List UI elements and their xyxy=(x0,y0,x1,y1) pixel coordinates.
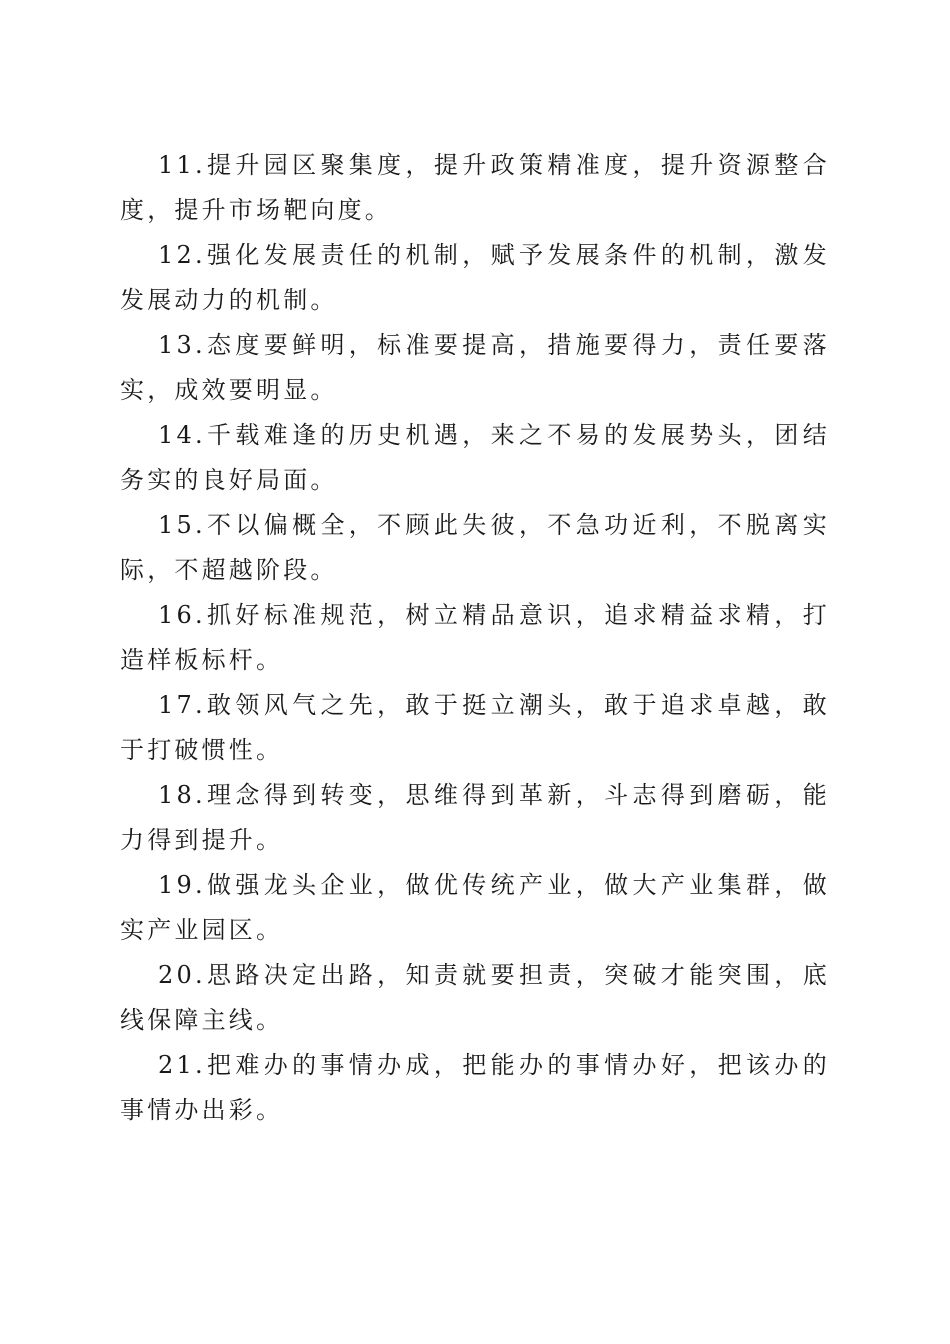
list-item: 13.态度要鲜明，标准要提高，措施要得力，责任要落实，成效要明显。 xyxy=(120,331,830,404)
list-item: 16.抓好标准规范，树立精品意识，追求精益求精，打造样板标杆。 xyxy=(120,601,830,674)
list-item: 19.做强龙头企业，做优传统产业，做大产业集群，做实产业园区。 xyxy=(120,871,830,944)
list-item: 18.理念得到转变，思维得到革新，斗志得到磨砺，能力得到提升。 xyxy=(120,781,830,854)
list-item: 14.千载难逢的历史机遇，来之不易的发展势头，团结务实的良好局面。 xyxy=(120,421,830,494)
list-item: 20.思路决定出路，知责就要担责，突破才能突围，底线保障主线。 xyxy=(120,961,830,1034)
document-body xyxy=(120,143,830,1133)
list-item: 21.把难办的事情办成，把能办的事情办好，把该办的事情办出彩。 xyxy=(120,1051,830,1124)
list-item: 12.强化发展责任的机制，赋予发展条件的机制，激发发展动力的机制。 xyxy=(120,241,830,314)
list-item: 11.提升园区聚集度，提升政策精准度，提升资源整合度，提升市场靶向度。 xyxy=(120,151,830,224)
list-item: 15.不以偏概全，不顾此失彼，不急功近利，不脱离实际，不超越阶段。 xyxy=(120,511,830,584)
list-item: 17.敢领风气之先，敢于挺立潮头，敢于追求卓越，敢于打破惯性。 xyxy=(120,691,830,764)
